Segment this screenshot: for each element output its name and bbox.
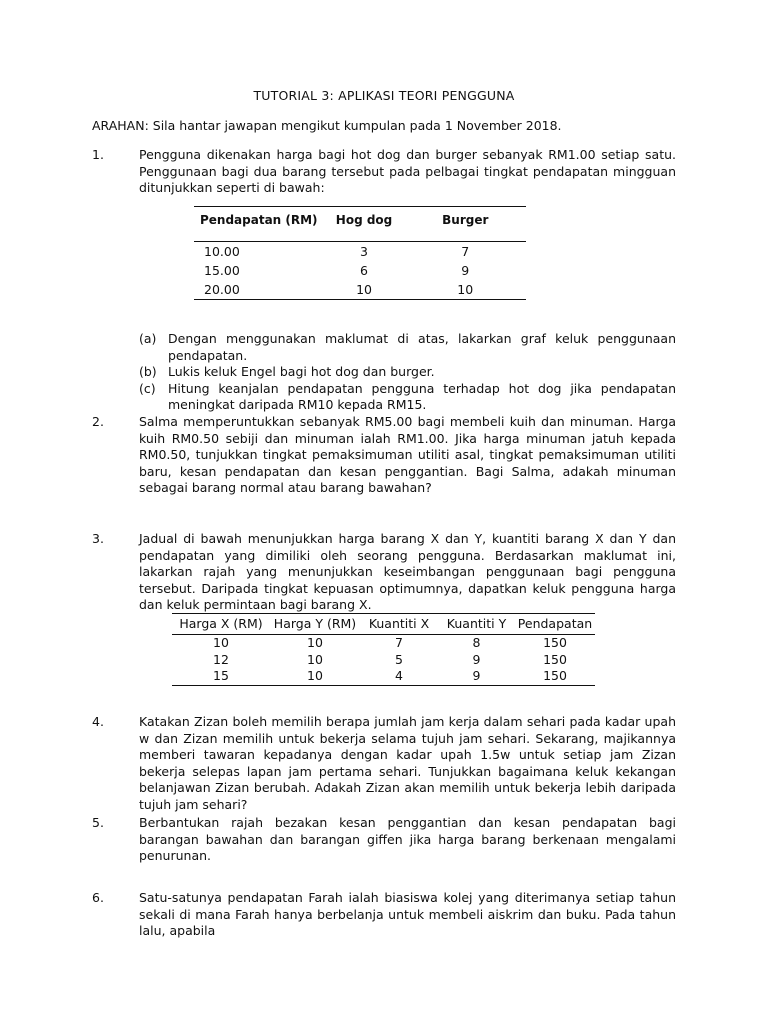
- question-text: Katakan Zizan boleh memilih berapa jumlah jam kerja dalam sehari pada kadar upah w dan Zizan memilih untuk bekerja selama tujuh jam sehari. Sekarang, majikannya memberi tawaran kepadanya dengan kadar upah 1.5w untuk setiap jam Zizan bekerja selepas lapan jam pertama sehari. Tunjukkan bagaimana keluk kekangan belanjawan Zizan berubah. Adakah Zizan akan memilih untuk bekerja lebih daripada tujuh jam sehari?: [139, 714, 676, 812]
- table-cell: 150: [543, 668, 567, 683]
- question-5: [92, 815, 676, 865]
- question-text: Jadual di bawah menunjukkan harga barang X dan Y, kuantiti barang X dan Y dan pendapatan yang dimiliki oleh seorang pengguna. Berdasarkan maklumat ini, lakarkan rajah yang menunjukkan keseimbangan penggunaan bagi pengguna tersebut. Daripada tingkat kepuasan optimumnya, dapatkan keluk pengguna harga dan keluk permintaan bagi barang X.: [139, 531, 676, 613]
- table-cell: 9: [472, 651, 481, 667]
- sub-question-a: [139, 331, 676, 364]
- table-row: [172, 668, 595, 685]
- table-cell: 7: [461, 244, 470, 259]
- page-title: TUTORIAL 3: APLIKASI TEORI PENGGUNA: [253, 88, 515, 103]
- column-header: Pendapatan (RM): [199, 213, 318, 227]
- table-header-row: [172, 614, 595, 635]
- sub-question-text: Dengan menggunakan maklumat di atas, lakarkan graf keluk penggunaan pendapatan.: [168, 331, 676, 363]
- column-header: Kuantiti Y: [446, 616, 507, 631]
- column-header: Hog dog: [335, 213, 393, 227]
- table-row: [194, 280, 526, 300]
- question-number: 1.: [92, 147, 104, 162]
- income-consumption-table: [194, 206, 526, 300]
- question-text: Salma memperuntukkan sebanyak RM5.00 bagi membeli kuih dan minuman. Harga kuih RM0.50 sebiji dan minuman ialah RM1.00. Jika harga minuman jatuh kepada RM0.50, tunjukkan tingkat pemaksimuman utiliti asal, tingkat pemaksimuman utiliti baru, kesan pendapatan dan kesan penggantian. Bagi Salma, adakah minuman sebagai barang normal atau barang bawahan?: [139, 414, 676, 496]
- table-cell: 4: [395, 668, 403, 683]
- sub-question-label: (a): [139, 331, 157, 346]
- column-header: Burger: [442, 213, 489, 227]
- column-header: Kuantiti X: [368, 616, 430, 631]
- instruction-text: ARAHAN: Sila hantar jawapan mengikut kumpulan pada 1 November 2018.: [92, 118, 562, 133]
- table-row: [172, 652, 595, 669]
- table-cell: 12: [213, 651, 229, 667]
- question-1-subparts: [92, 331, 676, 414]
- table-cell: 10: [307, 668, 323, 683]
- sub-question-label: (c): [139, 380, 156, 396]
- sub-question-c: [139, 381, 676, 414]
- sub-question-list: [139, 331, 676, 414]
- table-cell: 10: [213, 635, 229, 650]
- column-header: Harga X (RM): [179, 616, 263, 631]
- question-text: Satu-satunya pendapatan Farah ialah biasiswa kolej yang diterimanya setiap tahun sekali di mana Farah hanya berbelanja untuk membeli aiskrim dan buku. Pada tahun lalu, apabila: [139, 890, 676, 939]
- table-cell: 10.00: [204, 244, 240, 259]
- table-row: [172, 635, 595, 652]
- question-number: 6.: [92, 890, 104, 905]
- sub-question-b: [139, 364, 676, 381]
- table-cell: 10: [356, 282, 372, 297]
- table-cell: 15.00: [204, 263, 240, 278]
- question-1: [92, 147, 676, 197]
- table-cell: 10: [307, 635, 323, 650]
- table-cell: 20.00: [204, 282, 240, 297]
- question-3: [92, 531, 676, 614]
- table-cell: 10: [457, 282, 474, 297]
- table-row: [194, 261, 526, 280]
- table-cell: 3: [360, 244, 368, 259]
- question-number: 4.: [92, 714, 104, 729]
- table-cell: 10: [307, 651, 323, 667]
- question-6: [92, 890, 676, 940]
- sub-question-text: Hitung keanjalan pendapatan pengguna terhadap hot dog jika pendapatan meningkat daripada RM10 kepada RM15.: [168, 380, 676, 413]
- question-number: 5.: [92, 815, 104, 830]
- consumer-equilibrium-table: [172, 613, 595, 686]
- question-2: [92, 414, 676, 497]
- table-cell: 5: [395, 651, 403, 667]
- question-4: [92, 714, 676, 814]
- column-header: Pendapatan: [517, 616, 593, 631]
- table-cell: 9: [472, 668, 481, 683]
- table-row: [194, 242, 526, 262]
- column-header: Harga Y (RM): [273, 616, 357, 631]
- sub-question-label: (b): [139, 364, 157, 380]
- question-text: Berbantukan rajah bezakan kesan penggantian dan kesan pendapatan bagi barangan bawahan dan barangan giffen jika harga barang berkenaan mengalami penurunan.: [139, 815, 676, 864]
- question-number: 2.: [92, 414, 104, 429]
- table-cell: 8: [472, 635, 481, 650]
- table-cell: 150: [543, 651, 567, 667]
- question-text: Pengguna dikenakan harga bagi hot dog dan burger sebanyak RM1.00 setiap satu. Penggunaan bagi dua barang tersebut pada pelbagai tingkat pendapatan mingguan ditunjukkan seperti di bawah:: [139, 147, 676, 196]
- table-cell: 9: [461, 263, 470, 278]
- sub-question-text: Lukis keluk Engel bagi hot dog dan burger.: [168, 364, 435, 380]
- table-cell: 7: [395, 635, 403, 650]
- table-cell: 6: [360, 263, 368, 278]
- table-cell: 150: [543, 635, 567, 650]
- question-number: 3.: [92, 531, 104, 546]
- table-cell: 15: [213, 668, 229, 683]
- table-header-row: [194, 207, 526, 242]
